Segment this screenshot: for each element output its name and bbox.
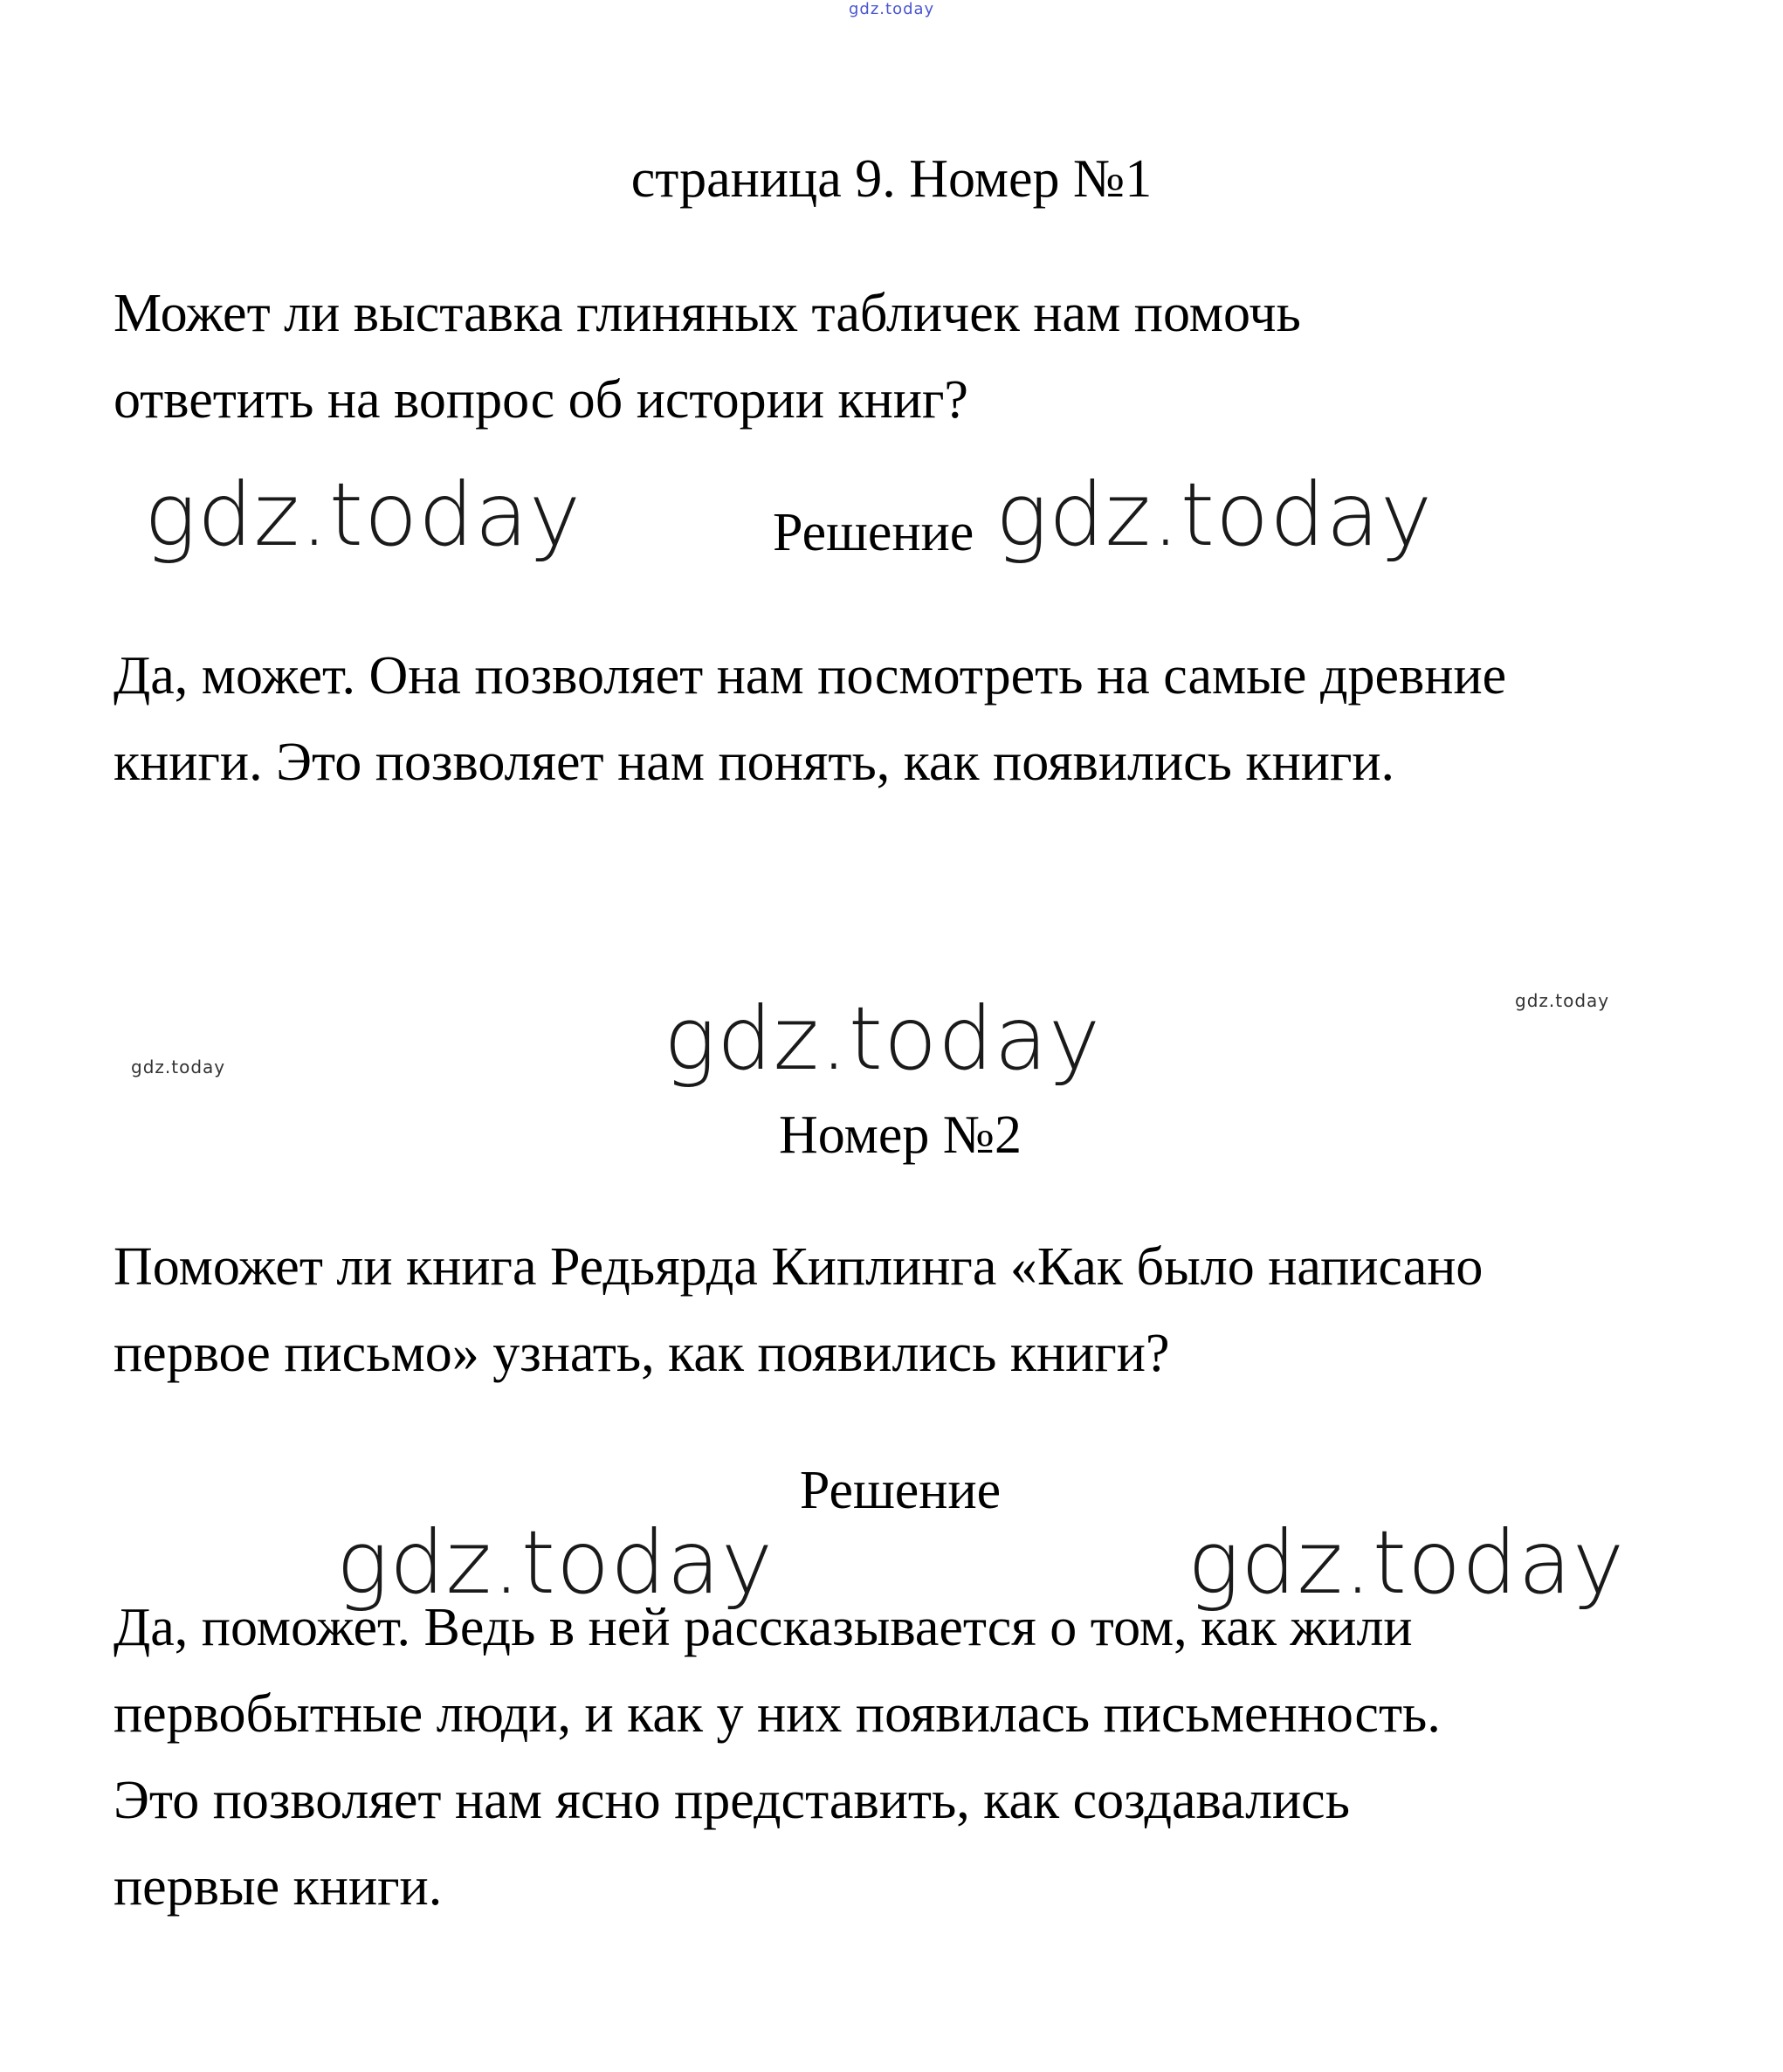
watermark-small: gdz.today <box>131 1057 226 1077</box>
watermark-large: gdz.today <box>664 988 1102 1090</box>
task2-answer-line: первобытные люди, и как у них появилась письменность. <box>114 1684 1441 1744</box>
task1-answer-line: Да, может. Она позволяет нам посмотреть на самые древние <box>114 646 1507 706</box>
task2-answer-line: первые книги. <box>114 1857 443 1917</box>
task1-heading: страница 9. Номер №1 <box>630 149 1153 209</box>
task1-answer <box>114 633 1685 806</box>
watermark-top: gdz.today <box>849 0 935 18</box>
task2-question-line: Поможет ли книга Редьярда Киплинга «Как было написано <box>114 1237 1484 1297</box>
task1-solution-label: Решение <box>773 503 974 562</box>
task1-question-line: ответить на вопрос об истории книг? <box>114 370 968 430</box>
task2-answer-line: Да, поможет. Ведь в ней рассказывается о том, как жили <box>114 1598 1413 1657</box>
watermark-large: gdz.today <box>144 464 582 566</box>
task1-question <box>114 271 1685 444</box>
task2-question <box>114 1224 1685 1397</box>
task2-question-line: первое письмо» узнать, как появились книги? <box>114 1324 1170 1383</box>
watermark-large: gdz.today <box>1188 1511 1626 1614</box>
watermark-large: gdz.today <box>995 464 1434 566</box>
task1-answer-line: книги. Это позволяет нам понять, как появились книги. <box>114 733 1395 792</box>
watermark-small: gdz.today <box>1515 990 1610 1011</box>
watermark-large: gdz.today <box>336 1511 774 1614</box>
task1-question-line: Может ли выставка глиняных табличек нам помочь <box>114 284 1301 343</box>
task2-answer-line: Это позволяет нам ясно представить, как создавались <box>114 1771 1350 1830</box>
task2-solution-label: Решение <box>799 1461 1002 1520</box>
task2-heading: Номер №2 <box>778 1105 1022 1165</box>
task2-answer <box>114 1585 1685 1931</box>
